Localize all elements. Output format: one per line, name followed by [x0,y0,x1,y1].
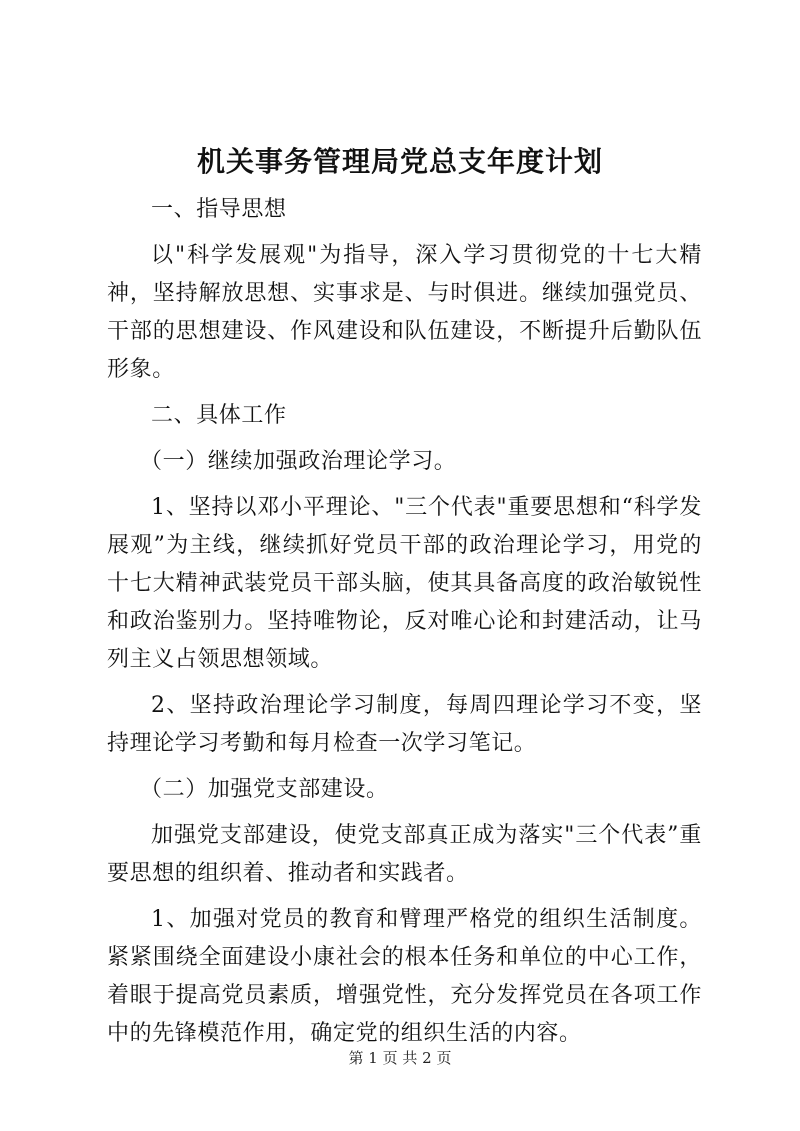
document-title: 机关事务管理局党总支年度计划 [196,145,603,178]
document-body [107,187,702,1053]
body-paragraph: 以"科学发展观"为指导，深入学习贯彻党的十七大精神，坚持解放思想、实事求是、与时俱进。继续加强党员、干部的思想建设、作风建设和队伍建设，不断提升后勤队伍形象。 [107,243,702,382]
section-heading: 一、指导思想 [151,197,287,222]
body-paragraph: 1、加强对党员的教育和臂理严格党的组织生活制度。紧紧围绕全面建设小康社会的根本任务和单位的中心工作，着眼于提高党员素质，增强党性，充分发挥党员在各项工作中的先锋模范作用，确定党的组织生活的内容。 [107,907,702,1046]
section-heading: 二、具体工作 [151,403,287,428]
body-paragraph: 2、坚持政治理论学习制度，每周四理论学习不变，坚持理论学习考勤和每月检查一次学习笔记。 [107,693,702,756]
page-number-label: 第 1 页 共 2 页 [348,1049,452,1067]
subsection-heading: （一）继续加强政治理论学习。 [140,449,457,474]
body-paragraph: 加强党支部建设，使党支部真正成为落实"三个代表”重要思想的组织着、推动者和实践者。 [107,823,702,886]
body-paragraph: 1、坚持以邓小平理论、"三个代表"重要思想和“科学发展观”为主线，继续抓好党员干部的政治理论学习，用党的十七大精神武装党员干部头脑，使其具备高度的政治敏锐性和政治鉴别力。坚持唯物论，反对唯心论和封建活动，让马列主义占领思想领域。 [107,495,702,672]
subsection-heading: （二）加强党支部建设。 [140,777,389,802]
page-footer [0,1048,800,1068]
